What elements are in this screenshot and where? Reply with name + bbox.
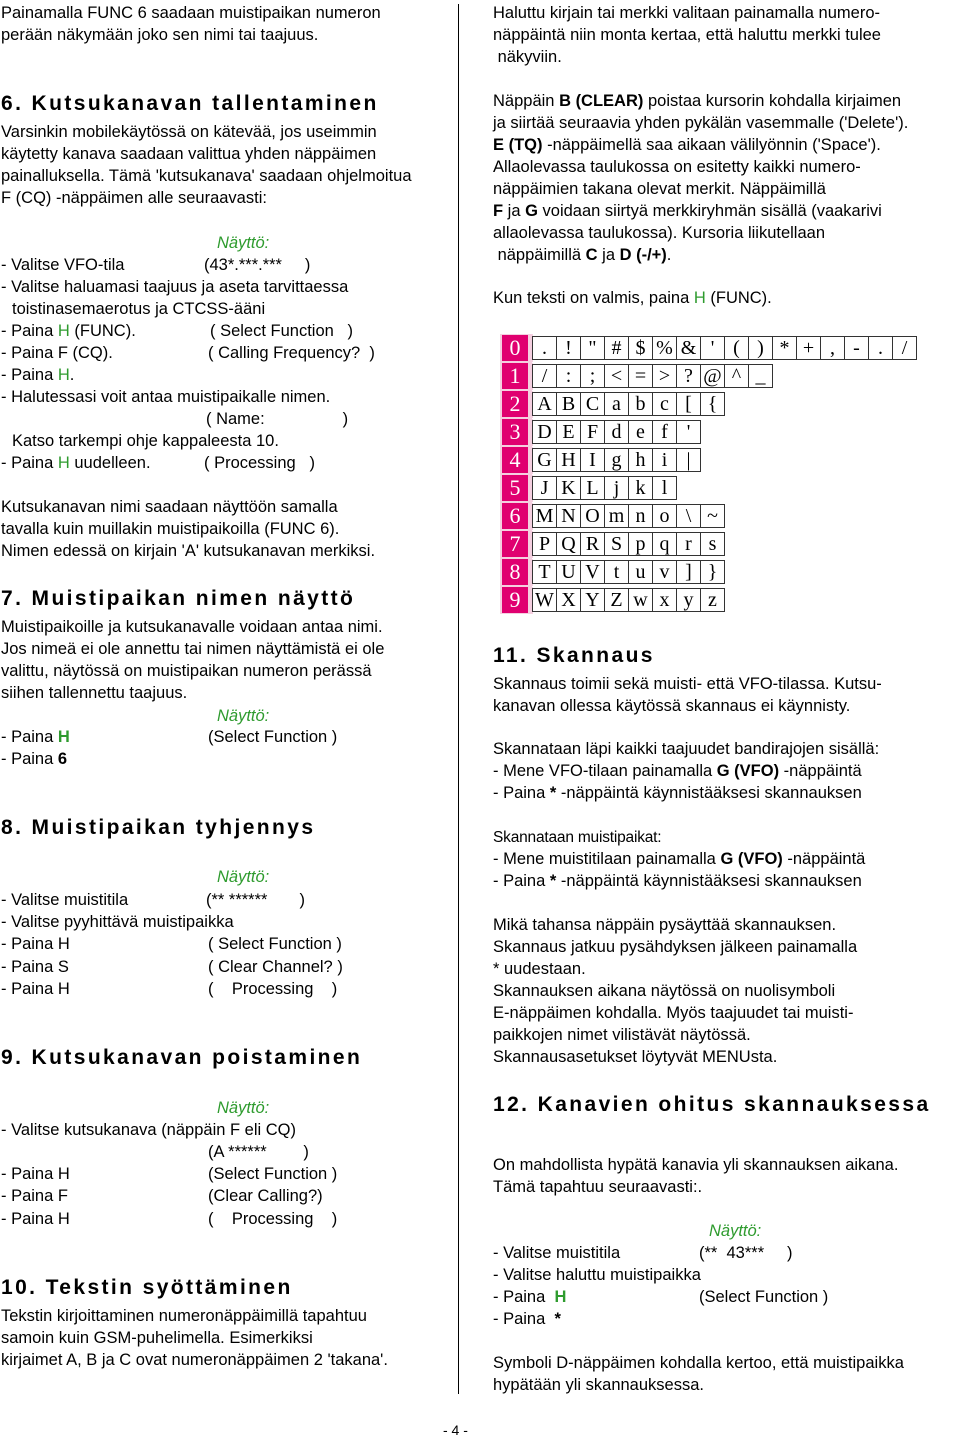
step-text: - Paina <box>1 454 58 472</box>
display-text: ( Processing ) <box>208 1210 338 1228</box>
table-row <box>500 334 908 362</box>
display-text: ( Processing ) <box>204 454 315 472</box>
character-cell: $ <box>628 336 653 360</box>
key-c: C <box>585 246 598 264</box>
paragraph-line: Skannaus jatkuu pysähdyksen jälkeen painamalla <box>493 938 858 956</box>
key-star: * <box>554 1310 561 1328</box>
character-cell: C <box>580 392 605 416</box>
step-text: - Valitse haluamasi taajuus ja aseta tarvittaessa <box>1 278 349 296</box>
step-text: . <box>69 366 75 384</box>
intro-line: näkyviin. <box>493 48 562 66</box>
key-number: 1 <box>502 363 528 389</box>
paragraph-line: painalluksella. Tämä 'kutsukanava' saadaan ohjelmoitua <box>1 167 412 185</box>
character-cell: ; <box>580 364 605 388</box>
key-h: H <box>57 366 70 384</box>
character-cell: A <box>532 392 557 416</box>
character-cell: * <box>772 336 797 360</box>
display-text: (** ****** ) <box>206 891 306 909</box>
character-cell: h <box>628 448 653 472</box>
character-cell: f <box>652 420 677 444</box>
paragraph-line: Nimen edessä on kirjain 'A' kutsukanavan merkiksi. <box>1 542 376 560</box>
page-number: - 4 - <box>443 1422 468 1438</box>
section-9-heading: 9. Kutsukanavan poistaminen <box>1 1046 363 1069</box>
character-cell: ? <box>676 364 701 388</box>
character-cell: H <box>556 448 581 472</box>
column-divider <box>458 4 459 1394</box>
display-text: (Select Function ) <box>208 1165 338 1183</box>
character-cell: ' <box>676 420 701 444</box>
step-text: (FUNC). <box>69 322 136 340</box>
display-text: ( Calling Frequency? ) <box>208 344 375 362</box>
character-cell: W <box>532 588 557 612</box>
character-cell: = <box>628 364 653 388</box>
paragraph-line: Skannataan muistipaikat: <box>493 829 662 846</box>
step-line <box>493 848 865 870</box>
paragraph-line: Mikä tahansa näppäin pysäyttää skannauksen. <box>493 916 837 934</box>
character-cell: , <box>820 336 845 360</box>
character-cell: x <box>652 588 677 612</box>
display-text: ( Clear Channel? ) <box>208 958 343 976</box>
character-cell: { <box>700 392 725 416</box>
step-text: - Valitse kutsukanava (näppäin F eli CQ) <box>1 1121 296 1139</box>
character-cell: a <box>604 392 629 416</box>
text: poistaa kursorin kohdalla kirjaimen <box>643 92 902 110</box>
step-text: - Valitse muistitila <box>1 891 129 909</box>
step-text: Katso tarkempi ohje kappaleesta 10. <box>12 432 279 450</box>
character-cell: S <box>604 532 629 556</box>
character-cell: v <box>652 560 677 584</box>
character-cell: & <box>676 336 701 360</box>
paragraph-line: On mahdollista hypätä kanavia yli skannauksen aikana. <box>493 1156 899 1174</box>
character-cell: n <box>628 504 653 528</box>
step-text: - Paina H <box>1 1165 70 1183</box>
table-row <box>500 418 860 446</box>
text: -näppäintä <box>779 762 862 780</box>
done-line <box>493 287 772 309</box>
key-star: * <box>549 872 557 890</box>
character-cell: [ <box>676 392 701 416</box>
character-cells <box>532 418 700 447</box>
character-cell: j <box>604 476 629 500</box>
clear-line <box>493 134 881 156</box>
display-text: (43*.***.*** ) <box>204 256 311 274</box>
step-line <box>1 320 136 342</box>
character-cell: l <box>652 476 677 500</box>
step-text: - Paina H <box>1 1210 70 1228</box>
paragraph-line: F (CQ) -näppäimen alle seuraavasti: <box>1 189 267 207</box>
character-cells <box>532 530 724 559</box>
table-row <box>500 530 860 558</box>
character-cell: D <box>532 420 557 444</box>
character-cell: G <box>532 448 557 472</box>
step-line <box>493 760 862 782</box>
section-7-heading: 7. Muistipaikan nimen näyttö <box>1 587 356 610</box>
key-f: F <box>493 202 504 220</box>
paragraph-line: Tekstin kirjoittaminen numeronäppäimillä tapahtuu <box>1 1307 367 1325</box>
character-cell: N <box>556 504 581 528</box>
step-text: - Valitse haluttu muistipaikka <box>493 1266 701 1284</box>
step-line <box>493 782 862 804</box>
paragraph-line: Symboli D-näppäimen kohdalla kertoo, että muistipaikka <box>493 1354 904 1372</box>
display-text: ( Processing ) <box>208 980 338 998</box>
step-text: - Paina F <box>1 1187 68 1205</box>
table-row <box>500 390 860 418</box>
character-cell: o <box>652 504 677 528</box>
display-text: (Clear Calling?) <box>208 1187 323 1205</box>
paragraph-line: siihen tallennettu taajuus. <box>1 684 188 702</box>
character-cell: c <box>652 392 677 416</box>
character-cell: r <box>676 532 701 556</box>
character-cell: ] <box>676 560 701 584</box>
key-number: 6 <box>502 503 528 529</box>
step-text: - Valitse muistitila <box>493 1244 621 1262</box>
text: (FUNC). <box>705 289 772 307</box>
text: ja <box>503 202 526 220</box>
character-cell: g <box>604 448 629 472</box>
paragraph-line: valittu, näytössä on muistipaikan numeron perässä <box>1 662 372 680</box>
character-cell: J <box>532 476 557 500</box>
key-d: D (-/+) <box>619 246 667 264</box>
text: - Paina <box>493 872 550 890</box>
table-row <box>500 446 860 474</box>
intro-line: näppäintä niin monta kertaa, että haluttu merkki tulee <box>493 26 881 44</box>
section-11-heading: 11. Skannaus <box>493 644 655 667</box>
table-row <box>500 362 860 390</box>
character-cell: ) <box>748 336 773 360</box>
character-cell: E <box>556 420 581 444</box>
character-cell: . <box>868 336 893 360</box>
section-8-heading: 8. Muistipaikan tyhjennys <box>1 816 316 839</box>
clear-line: allaolevassa taulukossa). Kursoria liikutellaan <box>493 224 826 242</box>
character-cell: ~ <box>700 504 725 528</box>
key-h: H <box>693 289 706 307</box>
character-cell: X <box>556 588 581 612</box>
display-text: ( Select Function ) <box>208 935 342 953</box>
character-cell: B <box>556 392 581 416</box>
key-g-vfo: G (VFO) <box>716 762 780 780</box>
clear-line: näppäimien takana olevat merkit. Näppäimillä <box>493 180 826 198</box>
display-label: Näyttö: <box>217 868 270 886</box>
clear-line <box>493 200 882 222</box>
character-cell: y <box>676 588 701 612</box>
text: -näppäintä <box>782 850 866 868</box>
section-6-heading: 6. Kutsukanavan tallentaminen <box>1 92 379 115</box>
step-text: - Paina <box>1 366 58 384</box>
character-cell: Y <box>580 588 605 612</box>
character-cells <box>532 558 724 587</box>
character-cell: < <box>604 364 629 388</box>
character-cells <box>532 362 772 391</box>
character-cell: s <box>700 532 725 556</box>
paragraph-line: käytetty kanava saadaan valittua yhden näppäimen <box>1 145 377 163</box>
character-cell: Z <box>604 588 629 612</box>
table-row <box>500 558 860 586</box>
character-cell: Q <box>556 532 581 556</box>
character-cell: u <box>628 560 653 584</box>
key-h: H <box>554 1288 567 1306</box>
character-cell: d <box>604 420 629 444</box>
character-cell: w <box>628 588 653 612</box>
step-text: - Paina <box>1 322 58 340</box>
key-number: 4 <box>502 447 528 473</box>
character-cell: | <box>676 448 701 472</box>
step-text: - Paina <box>1 728 58 746</box>
character-cell: ( <box>724 336 749 360</box>
paragraph-line: Skannausasetukset löytyvät MENUsta. <box>493 1048 778 1066</box>
key-number: 2 <box>502 391 528 417</box>
step-line <box>1 748 67 770</box>
character-cell: q <box>652 532 677 556</box>
paragraph-line: Skannataan läpi kaikki taajuudet bandirajojen sisällä: <box>493 740 880 758</box>
character-cells <box>532 474 676 503</box>
clear-line <box>493 90 901 112</box>
text: -näppäintä käynnistääksesi skannauksen <box>556 784 862 802</box>
display-text: ( Name: ) <box>206 410 349 428</box>
key-h: H <box>57 454 70 472</box>
character-cell: O <box>580 504 605 528</box>
paragraph-line: paikkojen nimet vilistävät näytössä. <box>493 1026 751 1044</box>
key-g-vfo: G (VFO) <box>720 850 783 868</box>
character-cell: T <box>532 560 557 584</box>
paragraph-line: kirjaimet A, B ja C ovat numeronäppäimen 2 'takana'. <box>1 1351 388 1369</box>
paragraph-line: kanavan ollessa käytössä skannaus ei käynnisty. <box>493 697 851 715</box>
character-table <box>500 334 908 614</box>
character-cell: : <box>556 364 581 388</box>
key-b-clear: B (CLEAR) <box>559 92 644 110</box>
key-number: 3 <box>502 419 528 445</box>
text: - Mene muistitilaan painamalla <box>493 850 721 868</box>
character-cell: t <box>604 560 629 584</box>
paragraph-line: Varsinkin mobilekäytössä on kätevää, jos useimmin <box>1 123 377 141</box>
step-text: - Paina H <box>1 980 70 998</box>
paragraph-line: E-näppäimen kohdalla. Myös taajuudet tai muisti- <box>493 1004 854 1022</box>
character-cell: % <box>652 336 677 360</box>
key-h: H <box>57 322 70 340</box>
character-cell: . <box>532 336 557 360</box>
step-line <box>1 452 151 474</box>
intro-line: Painamalla FUNC 6 saadaan muistipaikan numeron <box>1 4 381 22</box>
key-number: 5 <box>502 475 528 501</box>
character-cell: p <box>628 532 653 556</box>
paragraph-line: Jos nimeä ei ole annettu tai nimen näyttämistä ei ole <box>1 640 385 658</box>
intro-line: perään näkymään joko sen nimi tai taajuus. <box>1 26 319 44</box>
step-text: toistinasemaerotus ja CTCSS-ääni <box>12 300 266 318</box>
paragraph-line: Skannaus toimii sekä muisti- että VFO-tilassa. Kutsu- <box>493 675 882 693</box>
clear-line: ja siirtää seuraavia yhden pykälän vasemmalle ('Delete'). <box>493 114 909 132</box>
key-star: * <box>549 784 557 802</box>
character-cell: L <box>580 476 605 500</box>
key-e-tq: E (TQ) <box>493 136 543 154</box>
character-cells <box>532 390 724 419</box>
text: - Paina <box>493 784 550 802</box>
character-cell: ^ <box>724 364 749 388</box>
key-number: 9 <box>502 587 528 613</box>
display-text: (A ****** ) <box>208 1143 309 1161</box>
display-text: (** 43*** ) <box>699 1244 793 1262</box>
display-text: ( Select Function ) <box>210 322 354 340</box>
key-g: G <box>525 202 538 220</box>
step-text: - Paina S <box>1 958 69 976</box>
display-label: Näyttö: <box>709 1222 762 1240</box>
character-cells <box>532 502 724 531</box>
character-cells <box>532 334 916 363</box>
character-cells <box>532 586 724 615</box>
table-row <box>500 586 860 614</box>
step-text: - Paina F (CQ). <box>1 344 113 362</box>
step-line <box>493 1308 561 1330</box>
step-text: - Paina <box>1 750 58 768</box>
text: ja <box>597 246 620 264</box>
section-12-heading: 12. Kanavien ohitus skannauksessa <box>493 1093 931 1116</box>
character-cell: R <box>580 532 605 556</box>
key-6: 6 <box>57 750 68 768</box>
text: - Mene VFO-tilaan painamalla <box>493 762 717 780</box>
step-text: - Valitse VFO-tila <box>1 256 125 274</box>
character-cell: m <box>604 504 629 528</box>
character-cell: # <box>604 336 629 360</box>
step-text: uudelleen. <box>69 454 151 472</box>
text: -näppäimellä saa aikaan välilyönnin ('Space'). <box>542 136 881 154</box>
text: -näppäintä käynnistääksesi skannauksen <box>556 872 862 890</box>
step-line <box>1 364 74 386</box>
section-10-heading: 10. Tekstin syöttäminen <box>1 1276 293 1299</box>
text: voidaan siirtyä merkkiryhmän sisällä (vaakarivi <box>537 202 882 220</box>
intro-line: Haluttu kirjain tai merkki valitaan painamalla numero- <box>493 4 881 22</box>
paragraph-line: Tämä tapahtuu seuraavasti:. <box>493 1178 703 1196</box>
step-text: - Halutessasi voit antaa muistipaikalle nimen. <box>1 388 331 406</box>
character-cell: M <box>532 504 557 528</box>
paragraph-line: Skannauksen aikana näytössä on nuolisymboli <box>493 982 836 1000</box>
character-cell: - <box>844 336 869 360</box>
key-number: 8 <box>502 559 528 585</box>
display-text: (Select Function ) <box>699 1288 829 1306</box>
table-row <box>500 474 860 502</box>
character-cell: P <box>532 532 557 556</box>
character-cell: } <box>700 560 725 584</box>
character-cell: I <box>580 448 605 472</box>
text: Näppäin <box>493 92 560 110</box>
step-text: - Paina H <box>1 935 70 953</box>
key-number: 7 <box>502 531 528 557</box>
character-cell: e <box>628 420 653 444</box>
character-cell: z <box>700 588 725 612</box>
text: näppäimillä <box>493 246 586 264</box>
paragraph-line: Muistipaikoille ja kutsukanavalle voidaan antaa nimi. <box>1 618 383 636</box>
step-line <box>493 1286 566 1308</box>
table-row <box>500 502 860 530</box>
text: . <box>666 246 672 264</box>
key-h: H <box>57 728 70 746</box>
character-cells <box>532 446 700 475</box>
paragraph-line: Kutsukanavan nimi saadaan näyttöön samalla <box>1 498 338 516</box>
character-cell: _ <box>748 364 773 388</box>
text: Kun teksti on valmis, paina <box>493 289 694 307</box>
display-label: Näyttö: <box>217 234 270 252</box>
character-cell: V <box>580 560 605 584</box>
paragraph-line: samoin kuin GSM-puhelimella. Esimerkiksi <box>1 1329 313 1347</box>
character-cell: \ <box>676 504 701 528</box>
character-cell: i <box>652 448 677 472</box>
character-cell: K <box>556 476 581 500</box>
character-cell: F <box>580 420 605 444</box>
display-label: Näyttö: <box>217 707 270 725</box>
text: - Paina <box>493 1310 555 1328</box>
paragraph-line: tavalla kuin muillakin muistipaikoilla (FUNC 6). <box>1 520 340 538</box>
step-text: - Valitse pyyhittävä muistipaikka <box>1 913 234 931</box>
character-cell: k <box>628 476 653 500</box>
character-cell: b <box>628 392 653 416</box>
character-cell: U <box>556 560 581 584</box>
character-cell: > <box>652 364 677 388</box>
character-cell: @ <box>700 364 725 388</box>
paragraph-line: * uudestaan. <box>493 960 586 978</box>
character-cell: ' <box>700 336 725 360</box>
paragraph-line: hypätään yli skannauksessa. <box>493 1376 704 1394</box>
step-line <box>1 726 70 748</box>
character-cell: ! <box>556 336 581 360</box>
character-cell: / <box>892 336 917 360</box>
character-cell: + <box>796 336 821 360</box>
display-text: (Select Function ) <box>208 728 338 746</box>
key-number: 0 <box>502 335 528 361</box>
character-cell: " <box>580 336 605 360</box>
clear-line: Allaolevassa taulukossa on esitetty kaikki numero- <box>493 158 861 176</box>
clear-line <box>493 244 671 266</box>
text: - Paina <box>493 1288 555 1306</box>
character-cell: / <box>532 364 557 388</box>
display-label: Näyttö: <box>217 1099 270 1117</box>
step-line <box>493 870 862 892</box>
